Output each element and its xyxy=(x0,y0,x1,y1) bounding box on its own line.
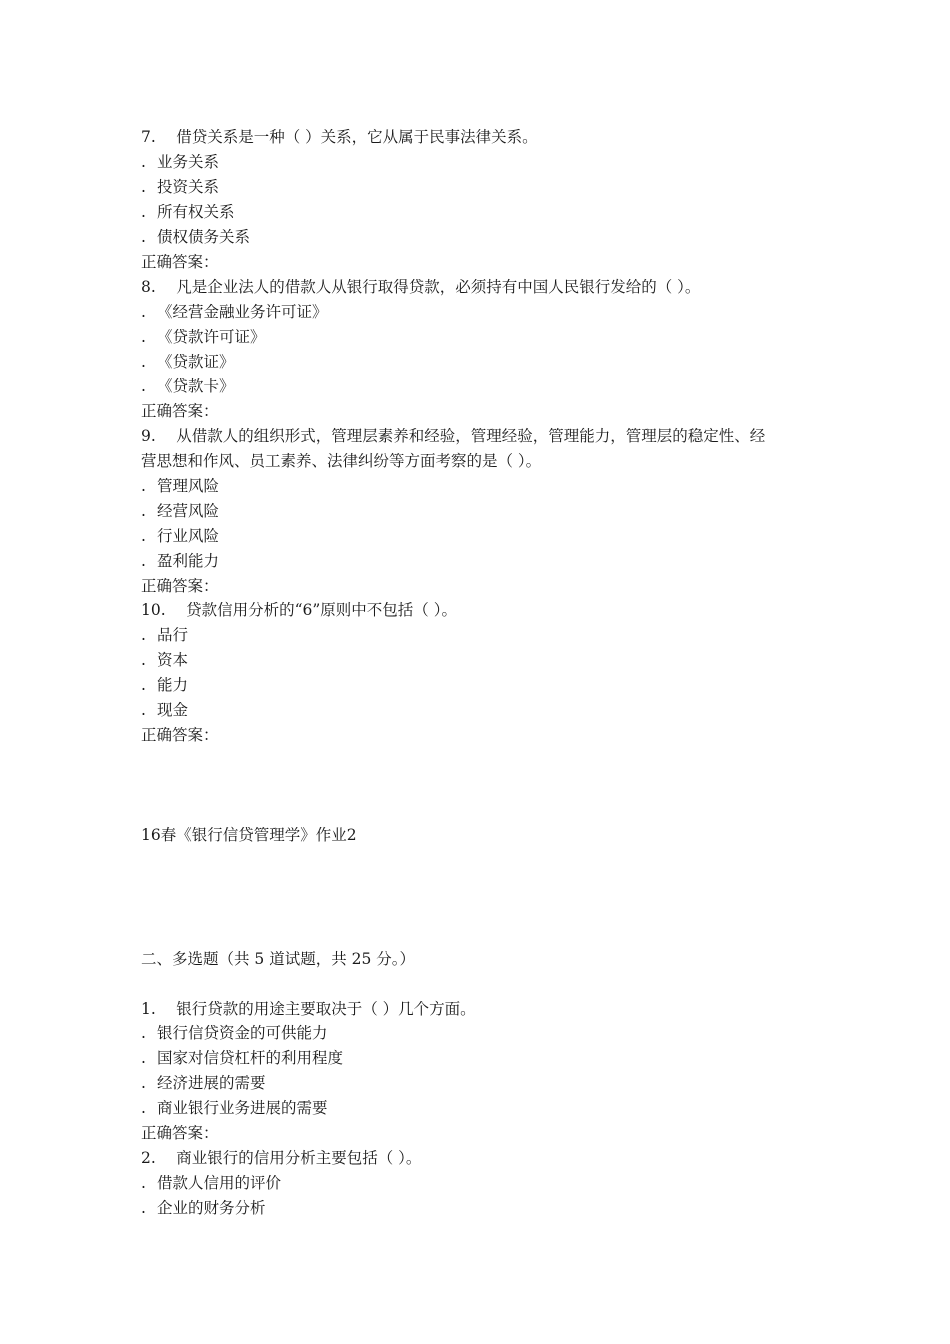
option-text: 业务关系 xyxy=(157,153,220,171)
option-bullet: . xyxy=(141,228,146,246)
option-bullet: . xyxy=(141,676,146,694)
option-item xyxy=(141,675,188,695)
option-item xyxy=(141,551,219,571)
option-bullet: . xyxy=(141,1049,146,1067)
answer-label: 正确答案： xyxy=(141,577,219,595)
option-item xyxy=(141,1198,266,1218)
option-bullet: . xyxy=(141,651,146,669)
option-text: 品行 xyxy=(157,626,189,644)
answer-label: 正确答案： xyxy=(141,253,219,271)
option-bullet: . xyxy=(141,1099,146,1117)
option-text: 债权债务关系 xyxy=(157,228,251,246)
option-item xyxy=(141,625,188,645)
option-text: 盈利能力 xyxy=(157,552,220,570)
option-bullet: . xyxy=(141,1174,146,1192)
option-bullet: . xyxy=(141,303,146,321)
option-text: 行业风险 xyxy=(157,527,220,545)
option-text: 银行信贷资金的可供能力 xyxy=(157,1024,328,1042)
option-item xyxy=(141,700,188,720)
option-bullet: . xyxy=(141,502,146,520)
question-9-line-1: 9. 从借款人的组织形式，管理层素养和经验，管理经验，管理能力，管理层的稳定性、经 xyxy=(141,427,766,445)
option-text: 《贷款卡》 xyxy=(157,377,235,395)
question-7: 7. 借贷关系是一种（ ）关系，它从属于民事法律关系。 xyxy=(141,128,538,146)
question-9-line-2: 营思想和作风、员工素养、法律纠纷等方面考察的是（ ）。 xyxy=(141,452,542,470)
option-text: 《经营金融业务许可证》 xyxy=(157,303,328,321)
option-bullet: . xyxy=(141,153,146,171)
answer-label: 正确答案： xyxy=(141,726,219,744)
option-text: 能力 xyxy=(157,676,189,694)
option-item xyxy=(141,302,328,322)
option-text: 《贷款证》 xyxy=(157,353,235,371)
question-1: 1. 银行贷款的用途主要取决于（ ）几个方面。 xyxy=(141,1000,476,1018)
option-bullet: . xyxy=(141,527,146,545)
option-item xyxy=(141,152,219,172)
option-text: 经营风险 xyxy=(157,502,220,520)
option-item xyxy=(141,526,219,546)
option-text: 经济进展的需要 xyxy=(157,1074,266,1092)
option-bullet: . xyxy=(141,552,146,570)
option-bullet: . xyxy=(141,701,146,719)
option-text: 现金 xyxy=(157,701,189,719)
question-8: 8. 凡是企业法人的借款人从银行取得贷款，必须持有中国人民银行发给的（ ）。 xyxy=(141,278,701,296)
option-item xyxy=(141,650,188,670)
option-bullet: . xyxy=(141,203,146,221)
option-bullet: . xyxy=(141,626,146,644)
option-text: 所有权关系 xyxy=(157,203,235,221)
option-item xyxy=(141,327,266,347)
option-item xyxy=(141,352,235,372)
option-text: 《贷款许可证》 xyxy=(157,328,266,346)
option-bullet: . xyxy=(141,1074,146,1092)
option-item xyxy=(141,1073,266,1093)
option-text: 国家对信贷杠杆的利用程度 xyxy=(157,1049,344,1067)
option-item xyxy=(141,501,219,521)
course-title: 16春《银行信贷管理学》作业2 xyxy=(141,826,357,844)
option-text: 投资关系 xyxy=(157,178,220,196)
answer-label: 正确答案： xyxy=(141,402,219,420)
answer-label: 正确答案： xyxy=(141,1124,219,1142)
option-bullet: . xyxy=(141,477,146,495)
option-item xyxy=(141,227,250,247)
option-item xyxy=(141,376,235,396)
option-item xyxy=(141,1048,343,1068)
option-item xyxy=(141,1023,328,1043)
option-item xyxy=(141,202,235,222)
section-heading: 二、多选题（共 5 道试题，共 25 分。） xyxy=(141,950,416,968)
option-text: 企业的财务分析 xyxy=(157,1199,266,1217)
option-bullet: . xyxy=(141,377,146,395)
option-bullet: . xyxy=(141,178,146,196)
option-text: 借款人信用的评价 xyxy=(157,1174,282,1192)
option-text: 商业银行业务进展的需要 xyxy=(157,1099,328,1117)
option-text: 管理风险 xyxy=(157,477,220,495)
option-item xyxy=(141,1173,281,1193)
option-item xyxy=(141,177,219,197)
option-bullet: . xyxy=(141,1199,146,1217)
option-bullet: . xyxy=(141,353,146,371)
option-bullet: . xyxy=(141,1024,146,1042)
option-text: 资本 xyxy=(157,651,189,669)
question-10: 10. 贷款信用分析的“6”原则中不包括（ ）。 xyxy=(141,601,457,619)
question-2: 2. 商业银行的信用分析主要包括（ ）。 xyxy=(141,1149,422,1167)
option-item xyxy=(141,476,219,496)
option-item xyxy=(141,1098,328,1118)
option-bullet: . xyxy=(141,328,146,346)
